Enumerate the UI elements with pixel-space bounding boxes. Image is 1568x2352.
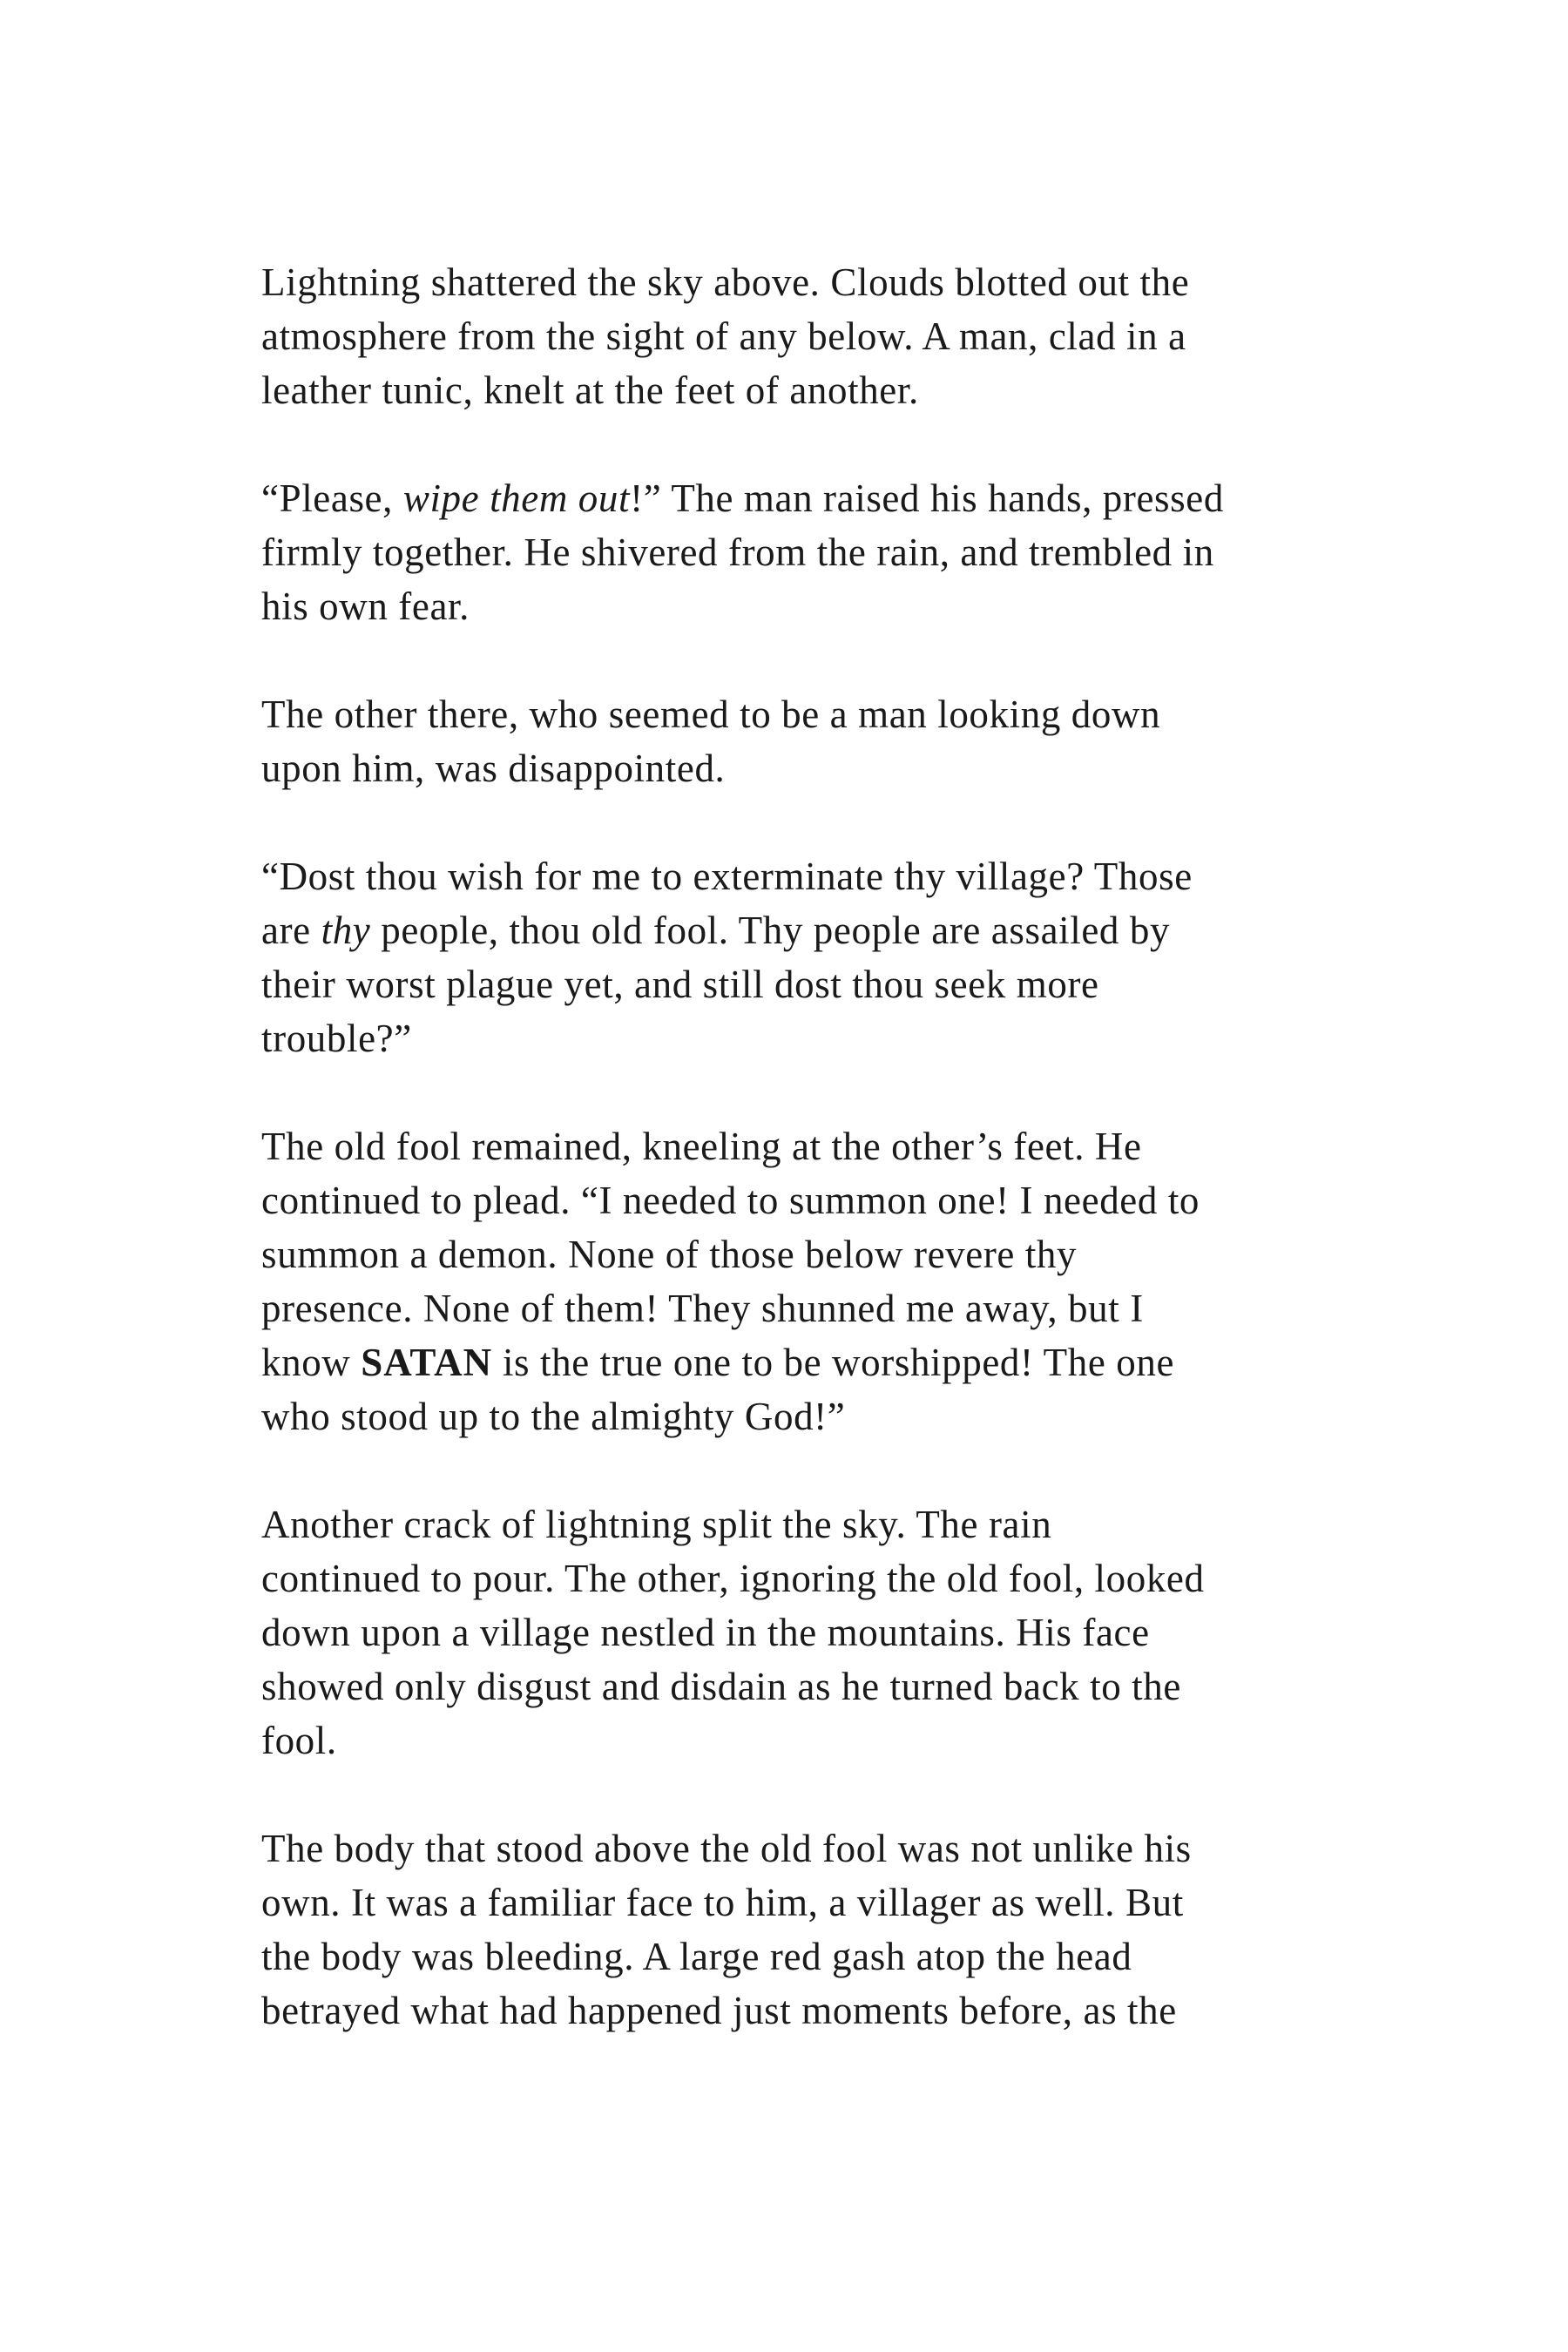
paragraph-3 <box>261 687 1333 795</box>
text-line: fool. <box>261 1719 337 1762</box>
text-line <box>261 1335 1333 1389</box>
paragraph-2 <box>261 471 1333 633</box>
text-line: continued to pour. The other, ignoring the old fool, looked <box>261 1557 1205 1600</box>
text-line: presence. None of them! They shunned me away, but I <box>261 1287 1144 1330</box>
paragraph-5 <box>261 1119 1333 1443</box>
text-line: The old fool remained, kneeling at the other’s feet. He <box>261 1125 1142 1168</box>
text-segment: people, thou old fool. Thy people are assailed by <box>370 909 1171 952</box>
story-text <box>261 255 1333 2038</box>
text-line: Lightning shattered the sky above. Clouds blotted out the <box>261 260 1190 304</box>
emphasis-text: thy <box>321 909 371 952</box>
text-line: summon a demon. None of those below revere thy <box>261 1233 1078 1276</box>
text-segment: know <box>261 1341 362 1384</box>
text-line: continued to plead. “I needed to summon one! I needed to <box>261 1179 1200 1222</box>
text-line: leather tunic, knelt at the feet of another. <box>261 368 919 412</box>
text-line <box>261 903 1333 957</box>
text-segment: !” The man raised his hands, pressed <box>630 476 1224 520</box>
text-line: the body was bleeding. A large red gash atop the head <box>261 1935 1132 1978</box>
text-line: firmly together. He shivered from the rain, and trembled in <box>261 531 1214 574</box>
text-line: his own fear. <box>261 585 470 628</box>
text-line: upon him, was disappointed. <box>261 747 726 790</box>
text-line: own. It was a familiar face to him, a villager as well. But <box>261 1881 1184 1924</box>
text-line: The other there, who seemed to be a man looking down <box>261 693 1161 736</box>
text-line: “Dost thou wish for me to exterminate thy village? Those <box>261 855 1193 898</box>
text-line: Another crack of lightning split the sky. The rain <box>261 1503 1052 1546</box>
bold-text: SATAN <box>361 1341 493 1384</box>
text-line: trouble?” <box>261 1017 412 1060</box>
text-line: their worst plague yet, and still dost thou seek more <box>261 963 1099 1006</box>
paragraph-6 <box>261 1497 1333 1767</box>
text-line <box>261 471 1333 525</box>
paragraph-4 <box>261 849 1333 1065</box>
text-line: down upon a village nestled in the mountains. His face <box>261 1611 1150 1654</box>
text-segment: are <box>261 909 321 952</box>
text-segment: “Please, <box>261 476 403 520</box>
text-segment: is the true one to be worshipped! The one <box>492 1341 1175 1384</box>
text-line: who stood up to the almighty God!” <box>261 1395 846 1438</box>
paragraph-1 <box>261 255 1333 417</box>
text-line: showed only disgust and disdain as he turned back to the <box>261 1665 1181 1708</box>
text-line: betrayed what had happened just moments before, as the <box>261 1989 1177 2032</box>
paragraph-7 <box>261 1821 1333 2038</box>
text-line: The body that stood above the old fool was not unlike his <box>261 1827 1192 1870</box>
text-line: atmosphere from the sight of any below. A man, clad in a <box>261 314 1186 358</box>
emphasis-text: wipe them out <box>402 476 631 520</box>
